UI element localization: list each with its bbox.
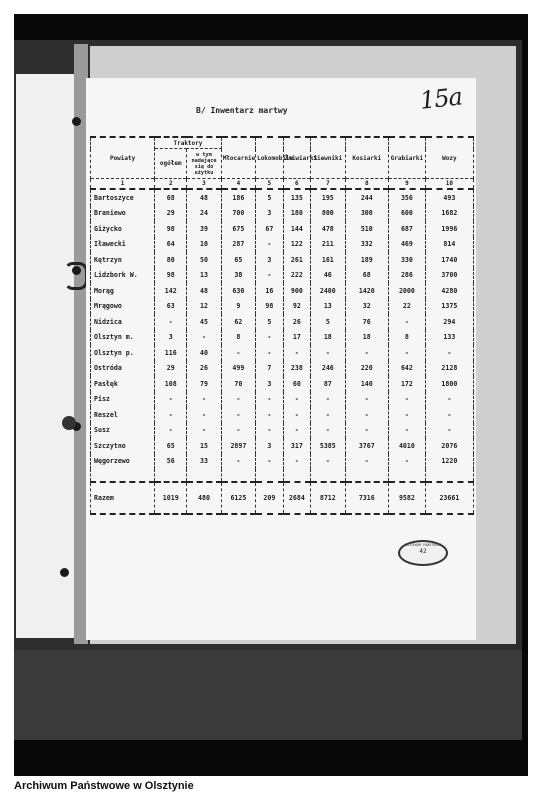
table-row — [91, 268, 474, 284]
district-name: Pisz — [91, 392, 155, 408]
table-cell: 40 — [187, 345, 221, 361]
table-cell: 180 — [283, 206, 311, 222]
table-cell: - — [283, 423, 311, 439]
table-cell: 220 — [345, 361, 389, 377]
scan-shadow — [14, 650, 522, 740]
table-row — [91, 361, 474, 377]
table-cell: 332 — [345, 237, 389, 253]
total-cell: 7316 — [345, 482, 389, 514]
archive-stamp — [398, 540, 448, 566]
district-name: Olsztyn m. — [91, 330, 155, 346]
column-number: 7 — [311, 179, 345, 190]
table-cell: 3767 — [345, 438, 389, 454]
punch-hole — [60, 568, 69, 577]
table-cell: 38 — [221, 268, 255, 284]
table-cell: - — [256, 454, 284, 470]
table-cell: - — [283, 454, 311, 470]
total-row — [91, 482, 474, 514]
table-cell: - — [187, 330, 221, 346]
table-cell: 79 — [187, 376, 221, 392]
table-cell: 294 — [425, 314, 473, 330]
table-cell: 3 — [256, 438, 284, 454]
table-cell: 246 — [311, 361, 345, 377]
table-cell: 26 — [187, 361, 221, 377]
table-row — [91, 454, 474, 470]
table-cell: 33 — [187, 454, 221, 470]
table-cell: 18 — [311, 330, 345, 346]
table-cell: - — [256, 268, 284, 284]
table-cell: 3700 — [425, 268, 473, 284]
inventory-table — [90, 136, 474, 515]
district-name: Ostróda — [91, 361, 155, 377]
table-cell: 5385 — [311, 438, 345, 454]
table-cell: 510 — [345, 221, 389, 237]
table-cell: 135 — [283, 189, 311, 206]
table-cell: - — [283, 345, 311, 361]
table-cell: 60 — [283, 376, 311, 392]
table-cell: 2128 — [425, 361, 473, 377]
table-cell: - — [345, 392, 389, 408]
table-cell: 5 — [256, 189, 284, 206]
table-cell: - — [389, 454, 426, 470]
column-number: 9 — [389, 179, 426, 190]
table-cell: - — [345, 423, 389, 439]
table-cell: - — [155, 392, 187, 408]
table-cell: 189 — [345, 252, 389, 268]
table-cell: 13 — [311, 299, 345, 315]
empty-cell — [425, 469, 473, 482]
table-row — [91, 314, 474, 330]
table-cell: - — [256, 345, 284, 361]
table-row — [91, 438, 474, 454]
table-cell: 12 — [187, 299, 221, 315]
table-cell: 92 — [283, 299, 311, 315]
header-siewniki — [311, 137, 345, 179]
table-row — [91, 283, 474, 299]
table-cell: - — [311, 392, 345, 408]
table-row — [91, 407, 474, 423]
table-cell: 133 — [425, 330, 473, 346]
table-cell: 18 — [345, 330, 389, 346]
table-cell: 2897 — [221, 438, 255, 454]
district-name: Olsztyn p. — [91, 345, 155, 361]
column-number: 5 — [256, 179, 284, 190]
table-cell: 195 — [311, 189, 345, 206]
district-name: Pasłęk — [91, 376, 155, 392]
table-cell: 15 — [187, 438, 221, 454]
table-cell: 68 — [155, 189, 187, 206]
table-cell: 2000 — [389, 283, 426, 299]
header-w-tym — [187, 149, 221, 179]
column-number: 2 — [155, 179, 187, 190]
table-cell: - — [389, 392, 426, 408]
binder-ring — [62, 416, 76, 430]
header-ogolem: ogółem — [155, 149, 187, 179]
table-cell: 900 — [283, 283, 311, 299]
district-name: Mrągowo — [91, 299, 155, 315]
district-name: Braniewo — [91, 206, 155, 222]
table-cell: 642 — [389, 361, 426, 377]
table-cell: 22 — [389, 299, 426, 315]
table-cell: 67 — [256, 221, 284, 237]
table-cell: 64 — [155, 237, 187, 253]
table-cell: - — [187, 392, 221, 408]
table-cell: - — [311, 423, 345, 439]
table-row — [91, 221, 474, 237]
table-cell: 186 — [221, 189, 255, 206]
table-cell: 17 — [283, 330, 311, 346]
table-cell: 814 — [425, 237, 473, 253]
table-cell: 222 — [283, 268, 311, 284]
table-cell: 286 — [389, 268, 426, 284]
table-cell: - — [389, 345, 426, 361]
column-number: 1 — [91, 179, 155, 190]
district-name: Susz — [91, 423, 155, 439]
table-cell: 2076 — [425, 438, 473, 454]
table-row — [91, 299, 474, 315]
table-row — [91, 206, 474, 222]
table-cell: - — [425, 345, 473, 361]
table-cell: 1375 — [425, 299, 473, 315]
header-lokomobile-label: Lokomobile — [257, 154, 294, 162]
table-row — [91, 423, 474, 439]
table-cell: 5 — [311, 314, 345, 330]
table-cell: - — [221, 392, 255, 408]
table-cell: 1740 — [425, 252, 473, 268]
table-cell: 1996 — [425, 221, 473, 237]
table-cell: 68 — [345, 268, 389, 284]
table-cell: 675 — [221, 221, 255, 237]
stamp-caption: ARCHIWUM PAŃSTWOWE — [404, 543, 442, 547]
table-cell: - — [256, 423, 284, 439]
header-lokomobile — [256, 137, 294, 179]
table-cell: - — [256, 392, 284, 408]
table-cell: - — [221, 423, 255, 439]
table-cell: 700 — [221, 206, 255, 222]
table-cell: - — [221, 454, 255, 470]
table-cell: - — [425, 407, 473, 423]
table-cell: 3 — [155, 330, 187, 346]
table-cell: 80 — [155, 252, 187, 268]
total-cell: 8712 — [311, 482, 345, 514]
header-zniwiarki-label: Żniwiarki — [284, 154, 318, 162]
table-cell: 87 — [311, 376, 345, 392]
header-mlocarnie-label: Młocarnie — [222, 154, 256, 162]
spacer-row — [91, 469, 474, 482]
total-cell: 23661 — [425, 482, 473, 514]
total-cell: 480 — [187, 482, 221, 514]
table-cell: - — [345, 407, 389, 423]
table-cell: 2400 — [311, 283, 345, 299]
table-row — [91, 237, 474, 253]
table-cell: 46 — [311, 268, 345, 284]
column-number: 3 — [187, 179, 221, 190]
column-number: 10 — [425, 179, 473, 190]
table-cell: 244 — [345, 189, 389, 206]
table-cell: - — [256, 330, 284, 346]
binder-clip — [64, 262, 88, 290]
table-cell: 65 — [221, 252, 255, 268]
table-cell: 70 — [221, 376, 255, 392]
table-cell: 26 — [283, 314, 311, 330]
table-cell: - — [311, 407, 345, 423]
table-cell: 63 — [155, 299, 187, 315]
table-cell: 5 — [256, 314, 284, 330]
empty-cell — [91, 469, 155, 482]
table-cell: 98 — [256, 299, 284, 315]
column-numbers-row — [91, 179, 474, 190]
table-cell: 317 — [283, 438, 311, 454]
district-name: Giżycko — [91, 221, 155, 237]
column-number: 4 — [221, 179, 255, 190]
table-cell: 62 — [221, 314, 255, 330]
table-cell: 98 — [155, 221, 187, 237]
punch-hole — [72, 117, 81, 126]
header-kosiarki-label: Kosiarki — [352, 154, 382, 162]
table-cell: 29 — [155, 206, 187, 222]
table-cell: 1220 — [425, 454, 473, 470]
header-zniwiarki — [283, 137, 318, 179]
table-cell: 56 — [155, 454, 187, 470]
table-cell: 238 — [283, 361, 311, 377]
district-name: Węgorzewo — [91, 454, 155, 470]
document-title: B/ Inwentarz martwy — [196, 106, 288, 115]
table-cell: 9 — [221, 299, 255, 315]
table-cell: - — [221, 345, 255, 361]
table-cell: 144 — [283, 221, 311, 237]
table-cell: 478 — [311, 221, 345, 237]
header-traktory: Traktory — [155, 137, 221, 149]
table-cell: - — [345, 454, 389, 470]
table-cell: - — [155, 314, 187, 330]
table-cell: - — [425, 392, 473, 408]
table-cell: 469 — [389, 237, 426, 253]
table-cell: 142 — [155, 283, 187, 299]
total-cell: 2684 — [283, 482, 311, 514]
table-cell: 8 — [221, 330, 255, 346]
table-cell: 3 — [256, 376, 284, 392]
table-cell: 8 — [389, 330, 426, 346]
table-cell: 48 — [187, 189, 221, 206]
district-name: Szczytno — [91, 438, 155, 454]
district-name: Morąg — [91, 283, 155, 299]
table-cell: 7 — [256, 361, 284, 377]
district-name: Reszel — [91, 407, 155, 423]
table-row — [91, 376, 474, 392]
stamp-number: 42 — [419, 548, 427, 555]
header-grabiarki — [389, 137, 426, 179]
table-cell: 211 — [311, 237, 345, 253]
total-cell: 6125 — [221, 482, 255, 514]
table-row — [91, 189, 474, 206]
table-cell: - — [283, 392, 311, 408]
table-cell: - — [155, 407, 187, 423]
empty-cell — [283, 469, 311, 482]
total-label: Razem — [91, 482, 155, 514]
table-cell: - — [425, 423, 473, 439]
header-kosiarki — [345, 137, 389, 179]
table-cell: 300 — [345, 206, 389, 222]
table-cell: - — [221, 407, 255, 423]
table-cell: 76 — [345, 314, 389, 330]
table-cell: 499 — [221, 361, 255, 377]
table-cell: 600 — [389, 206, 426, 222]
district-name: Lidzbork W. — [91, 268, 155, 284]
table-row — [91, 345, 474, 361]
empty-cell — [187, 469, 221, 482]
column-number: 6 — [283, 179, 311, 190]
table-cell: 24 — [187, 206, 221, 222]
table-cell: 98 — [155, 268, 187, 284]
table-row — [91, 392, 474, 408]
table-cell: - — [256, 407, 284, 423]
total-cell: 1019 — [155, 482, 187, 514]
table-cell: 108 — [155, 376, 187, 392]
table-cell: 287 — [221, 237, 255, 253]
table-cell: - — [155, 423, 187, 439]
header-siewniki-label: Siewniki — [313, 154, 343, 162]
district-name: Nidzica — [91, 314, 155, 330]
table-cell: 10 — [187, 237, 221, 253]
table-cell: 65 — [155, 438, 187, 454]
table-cell: 3 — [256, 252, 284, 268]
table-cell: 1800 — [425, 376, 473, 392]
table-cell: 4010 — [389, 438, 426, 454]
empty-cell — [155, 469, 187, 482]
table-cell: 261 — [283, 252, 311, 268]
table-cell: 13 — [187, 268, 221, 284]
table-cell: 32 — [345, 299, 389, 315]
table-cell: 630 — [221, 283, 255, 299]
district-name: Bartoszyce — [91, 189, 155, 206]
table-cell: 3 — [256, 206, 284, 222]
table-cell: - — [389, 423, 426, 439]
table-row — [91, 330, 474, 346]
column-number: 8 — [345, 179, 389, 190]
header-w-tym-label: w tym nadające się do użytku — [191, 151, 217, 176]
table-cell: 122 — [283, 237, 311, 253]
table-cell: - — [256, 237, 284, 253]
table-cell: - — [389, 407, 426, 423]
table-cell: 161 — [311, 252, 345, 268]
table-cell: 45 — [187, 314, 221, 330]
table-cell: - — [311, 345, 345, 361]
table-cell: 50 — [187, 252, 221, 268]
district-name: Iławecki — [91, 237, 155, 253]
table-cell: 4280 — [425, 283, 473, 299]
table-cell: - — [187, 423, 221, 439]
folio-number: 15a — [418, 82, 464, 115]
district-name: Kętrzyn — [91, 252, 155, 268]
table-cell: 116 — [155, 345, 187, 361]
table-cell: - — [345, 345, 389, 361]
empty-cell — [256, 469, 284, 482]
table-cell: 356 — [389, 189, 426, 206]
table-cell: 140 — [345, 376, 389, 392]
header-mlocarnie — [221, 137, 255, 179]
table-row — [91, 252, 474, 268]
table-cell: 172 — [389, 376, 426, 392]
total-cell: 209 — [256, 482, 284, 514]
table-cell: 48 — [187, 283, 221, 299]
table-cell: 1420 — [345, 283, 389, 299]
table-cell: 16 — [256, 283, 284, 299]
table-cell: 39 — [187, 221, 221, 237]
empty-cell — [221, 469, 255, 482]
table-cell: 800 — [311, 206, 345, 222]
empty-cell — [311, 469, 345, 482]
table-cell: - — [311, 454, 345, 470]
header-powiaty: Powiaty — [91, 137, 155, 179]
table-cell: 330 — [389, 252, 426, 268]
table-cell: 29 — [155, 361, 187, 377]
table-cell: 1682 — [425, 206, 473, 222]
table-cell: - — [283, 407, 311, 423]
header-wozy: Wozy — [425, 137, 473, 179]
empty-cell — [389, 469, 426, 482]
table-cell: - — [389, 314, 426, 330]
archive-label: Archiwum Państwowe w Olsztynie — [14, 780, 194, 792]
table-cell: - — [187, 407, 221, 423]
empty-cell — [345, 469, 389, 482]
total-cell: 9582 — [389, 482, 426, 514]
header-grabiarki-label: Grabiarki — [390, 154, 424, 162]
table-cell: 493 — [425, 189, 473, 206]
table-cell: 687 — [389, 221, 426, 237]
